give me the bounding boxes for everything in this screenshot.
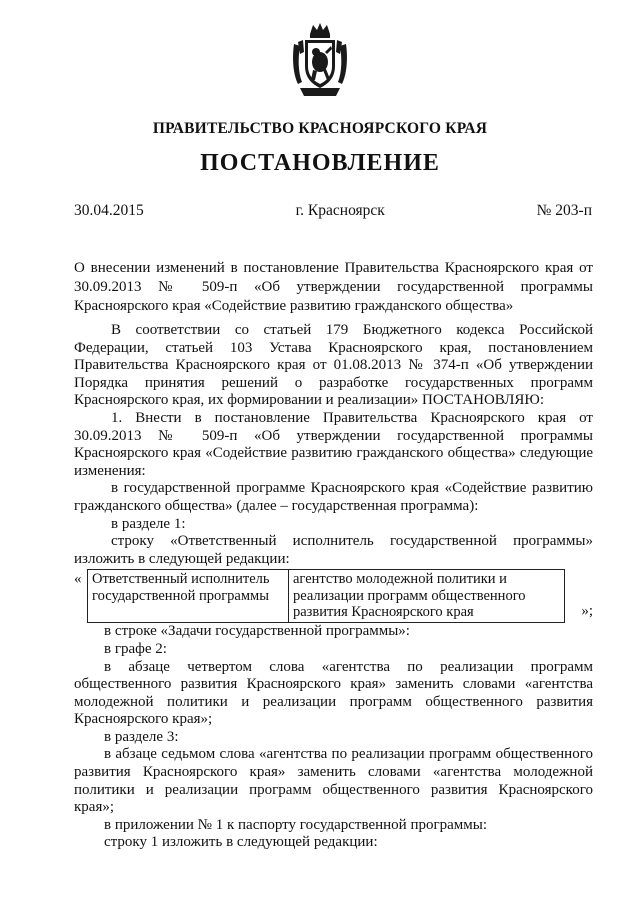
clause-1-paragraph: 1. Внести в постановление Правительства Красноярского края от 30.09.2013 № 509-п «Об утверждении государственной программы Красноярского края «Содействие развитию гражданского общества» следующие изменения: <box>74 409 593 479</box>
document-type-title: ПОСТАНОВЛЕНИЕ <box>200 150 440 176</box>
document-body <box>74 322 593 852</box>
section-1-heading: в разделе 1: <box>111 515 186 532</box>
quote-close-mark: »; <box>581 603 593 620</box>
quoted-table-row <box>74 569 593 621</box>
column-2-paragraph: в графе 2: <box>104 640 167 657</box>
quote-open-mark: « <box>74 571 82 588</box>
row-1-instruction: строку 1 изложить в следующей редакции: <box>104 834 378 851</box>
document-date: 30.04.2015 <box>74 202 144 219</box>
document-city: г. Красноярск <box>295 202 385 219</box>
government-title: ПРАВИТЕЛЬСТВО КРАСНОЯРСКОГО КРАЯ <box>152 120 488 137</box>
section-3-heading: в разделе 3: <box>104 728 179 745</box>
document-number: № 203-п <box>536 202 592 219</box>
appendix-1-paragraph: в приложении № 1 к паспорту государственной программы: <box>104 816 488 833</box>
amendment-paragraph: в государственной программе Красноярского края «Содействие развитию гражданского общества» (далее – государственная программа): <box>74 480 593 514</box>
document-subject: О внесении изменений в постановление Правительства Красноярского края от 30.09.2013 № 509-п «Об утверждении государственной программы Красноярского края «Содействие развитию гражданского общества» <box>74 260 593 314</box>
document-meta-row <box>74 202 592 220</box>
coat-of-arms-emblem <box>289 22 351 100</box>
preamble-paragraph: В соответствии со статьей 179 Бюджетного кодекса Российской Федерации, статьей 103 Устава Красноярского края, постановлением Правительства Красноярского края от 01.08.2013 № 374-п «Об утверждении Порядка принятия решений о разработке государственных программ Красноярского края, их формировании и реализации» ПОСТАНОВЛЯЮ: <box>74 322 593 409</box>
table-cell-label: Ответственный исполнитель государственной программы <box>88 570 289 623</box>
tasks-row-paragraph: в строке «Задачи государственной программы»: <box>104 623 410 640</box>
row-instruction-paragraph: строку «Ответственный исполнитель государственной программы» изложить в следующей редакции: <box>74 533 593 567</box>
paragraph-seven-change: в абзаце седьмом слова «агентства по реализации программ общественного развития Красноярского края» заменить словами «агентства молодежной политики и реализации программ общественного развития Красноярского края»; <box>74 746 593 816</box>
table-cell-value: агентство молодежной политики и реализации программ общественного развития Красноярского края <box>289 570 565 623</box>
responsible-executor-table <box>87 569 565 623</box>
paragraph-four-change: в абзаце четвертом слова «агентства по реализации программ общественного развития Красноярского края» заменить словами «агентства молодежной политики и реализации программ общественного развития Красноярского края»; <box>74 658 593 728</box>
table-row <box>88 570 565 623</box>
